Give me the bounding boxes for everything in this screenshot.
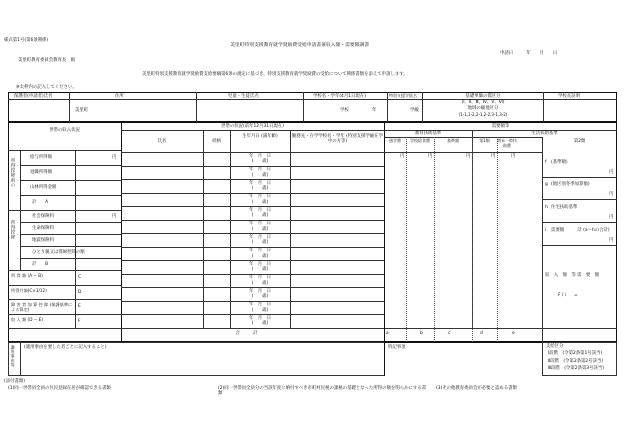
classification-header: 支給区分 [546,344,564,349]
demand-col-header: 学校給食費 [410,138,430,143]
deduction-row-label: ひとり親又は寡婦控除の額 [32,250,85,255]
demand-col-header: 第1類 [479,138,490,143]
yen-label: 円 [511,154,516,159]
deduction-row-label: 地震保険料 [32,238,54,243]
row-line [121,328,384,329]
income-total-label: 計 A [32,200,49,205]
income-row-label: 給与所得額 [30,155,52,160]
row-line [542,199,617,200]
demand-col-header: 第2類 [573,139,586,144]
deduction-total-label: 計 B [32,262,49,267]
yen-label: 円 [112,214,117,219]
birth-line: 年 月 日 [249,248,271,253]
yen-label: 円 [112,155,117,160]
class-suffix: 学級 [410,108,419,113]
deduction-group-label: 所得控除 [10,220,16,240]
income-row-label: 山林所得金額 [30,185,57,190]
divider [406,137,407,342]
row-line [20,234,121,235]
category-line3: (1-1,1-2,2-1,2-2,3-1,3-2) [458,112,508,117]
notes-label: 特記事項 [388,345,406,350]
child-name-header: 児童・生徒氏名 [228,93,259,99]
birth-line: 年 月 日 [249,167,271,172]
age-line: ( 歳) [251,172,269,178]
col-birth-header: 生年月日 (満年齢) [242,134,278,139]
age-line: ( 歳) [251,321,269,326]
yen-label: 円 [609,238,614,243]
birth-line: 年 月 日 [249,275,271,280]
birth-line: 年 月 日 [249,207,271,213]
row-line [20,246,121,247]
yen-label: 円 [609,215,614,220]
household-right-border [384,122,385,376]
attachment-note-3: (3)その他教育委員会が必要と認める書類 [436,386,517,391]
demand-header: 需要額等 [491,124,510,129]
form-number: 様式第1号(第6条関係) [4,38,49,43]
right-item-label: 住宅扶助基準 [551,205,578,210]
total-mark: c [448,331,451,336]
attachment-note-1: (1)同一世帯員全員の住民登録在居が確認できる書類 [8,386,111,391]
income-row-label: 退職所得額 [30,170,52,175]
row-line [8,270,121,271]
summary-row-label: 収 入 額 (D − E) [11,316,43,322]
age-line: ( 歳) [251,199,269,205]
attachment-note-2: (2)同一世帯員全員分の当該年度に納付すべき市町村民税の課税の基礎となった所得の額を明らかにする書類 [218,386,427,397]
row-line [8,285,121,286]
deduction-row-label: 生命保険料 [32,226,54,231]
instruction: ※太枠内の記入してください。 [16,85,77,90]
ratio-formula: F / i [558,293,567,298]
col-relation-header: 続柄 [212,139,221,144]
ratio-label: 収 入 額 等 需 要 額 [545,273,600,278]
address-prefix: 美里町 [75,108,89,113]
divider [387,92,388,122]
divider [472,137,473,342]
row-line [20,222,121,223]
row-line [20,180,121,181]
col-work-header: 勤務先・在学学校名・学年 (特別支援学級在学中の方等) [292,134,383,145]
summary-row-mark: D [78,289,82,295]
divider [290,130,291,328]
classification-option: Ⅰ段階 (令第2条第1号該当) [548,351,603,356]
summary-row-mark: C [78,275,82,280]
life-header: 生活扶助基準 [531,131,558,136]
demand-col-header: 期末一時扶助費 [497,138,517,148]
row-line [542,222,617,223]
row-line [384,137,542,138]
right-item-mark: f [545,160,547,165]
income-status-header: 世帯の収入状況 [49,128,80,133]
divider [75,314,76,329]
right-item-mark: h [545,205,548,210]
yen-label: 円 [491,154,496,159]
age-line: ( 歳) [251,240,269,245]
ratio-equals: = [574,293,578,298]
right-item-mark: i [545,228,547,233]
edu-header: 教育扶助基準 [414,131,442,136]
row-line [8,314,121,315]
age-line: ( 歳) [251,186,269,191]
total-mark: b [420,331,423,336]
divider [434,137,435,342]
demand-col-header: 通学費 [389,138,401,143]
left-section-divider [121,122,122,342]
address-header: 住所 [115,93,124,99]
guardian-name-header: 保護者(申請者)氏名 [14,93,53,99]
yen-label: 円 [400,154,405,159]
total-mark: d [480,331,483,336]
addressee: 美里町教育委員会教育長 殿 [18,58,76,63]
divider [497,137,498,342]
right-item-label: (基準額) [551,160,568,165]
divider [543,92,544,122]
attachment-title: (添付書類) [4,379,25,384]
household-total-label: 合 計 [235,331,258,336]
category-header: 基礎単価の都区分 [465,93,501,99]
row-line [542,245,617,246]
total-mark: a [386,331,389,336]
divider [75,285,76,300]
category-line2: 地域の級地区分 [467,106,499,111]
demand-col-header: 基準額 [447,138,459,143]
classification-option: Ⅱ段階 (令第2条第2号該当) [548,358,604,364]
divider [303,92,304,122]
age-line: ( 歳) [251,307,269,313]
classification-option: Ⅲ段階 (令第2条第3号該当) [548,366,604,371]
yen-label: 円 [609,192,614,197]
reason-text: (適用事由を要した者ごとに記入すること) [24,345,107,350]
income-group-label: 所得控除前の [10,158,16,188]
birth-line: 年 月 日 [249,261,271,267]
right-item-mark: g [545,182,548,187]
row-line [384,152,542,153]
deduction-row-label: 社会保険料 [32,214,54,219]
summary-row-mark: E [78,304,81,309]
statement: 美里町特別支援教育就学奨励費支給要綱第6条の規定に基づき、特別支援教育就学奨励費の受給について関係書類を添えて申請します。 [142,72,408,77]
birth-line: 年 月 日 [249,315,271,321]
summary-row-label: 障 害 者 加 算 控 除 (保護基準による算定) [11,302,73,312]
yen-label: 円 [466,154,471,159]
age-line: ( 歳) [251,213,269,218]
household-header: 世帯の状況(前年12月31日現在) [221,124,284,129]
support-class-header: 特別支援学級名 [389,92,417,98]
category-line1: (Ⅰ、Ⅱ、Ⅲ、Ⅳ、Ⅴ、Ⅵ) [461,100,505,105]
row-line [8,210,121,211]
divider [20,210,21,270]
birth-line: 年 月 日 [249,302,271,307]
age-line: ( 歳) [251,226,269,232]
row-line [20,195,121,196]
total-mark: e [512,331,515,336]
age-line: ( 歳) [251,159,269,164]
row-line [8,150,121,151]
row-line [8,299,121,300]
right-item-label: 需要額 計 (a〜hの合計) [551,228,610,233]
age-line: ( 歳) [251,294,269,299]
main-table [8,122,617,342]
col-name-header: 氏名 [157,139,167,144]
right-item-label: (地区別冬季加算額) [551,182,590,187]
row-line [20,165,121,166]
row-line [542,177,617,178]
document-title: 美里町特別支援教育就学奨励費受給申請書兼収入額・需要額調書 [230,43,370,48]
school-head-cert-header: 学校長証明 [558,93,580,99]
row-line [121,130,384,131]
yen-label: 円 [609,170,614,175]
yen-label: 円 [428,154,433,159]
school-grade-header: 学校名・学年(4月1日現在) [313,93,366,99]
summary-row-label: 所 得 額 (A − B) [11,273,43,278]
birth-line: 年 月 日 [249,288,271,294]
summary-row-label: 所得月額(C×1/12) [11,287,47,293]
age-line: ( 歳) [251,280,269,286]
birth-line: 年 月 日 [249,194,271,199]
summary-row-mark: F [78,318,81,324]
birth-line: 年 月 日 [249,153,271,159]
age-line: ( 歳) [251,267,269,272]
divider [69,92,70,122]
birth-line: 年 月 日 [249,234,271,240]
row-line [20,258,121,259]
divider [20,342,21,376]
divider [203,130,204,328]
divider [75,270,76,285]
divider [542,137,543,342]
divider [196,92,197,122]
grade-suffix: 年 [372,108,377,113]
age-line: ( 歳) [251,253,269,259]
divider [75,299,76,314]
birth-line: 年 月 日 [249,221,271,226]
birth-line: 年 月 日 [249,180,271,186]
reason-label: 適用事由等 [10,345,16,368]
school-suffix: 学校 [340,108,349,113]
application-date: 申請日 年 月 日 [500,51,558,56]
